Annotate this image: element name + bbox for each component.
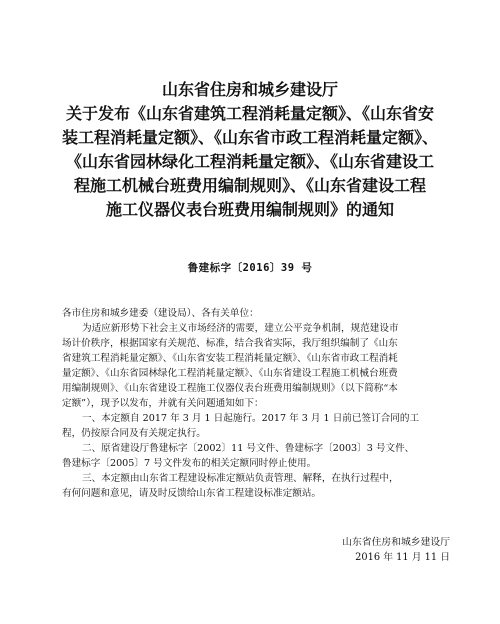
signature-date: 2016 年 11 月 11 日: [355, 552, 450, 563]
issuer-heading: 山东省住房和城乡建设厅: [161, 80, 338, 99]
signature-block: [280, 535, 450, 565]
document-body: [62, 306, 450, 501]
title-line: 程施工机械台班费用编制规则》、《山东省建设工程: [73, 176, 426, 195]
body-line: 用编制规则》、《山东省建设工程施工仪器仪表台班费用编制规则》（以下简称“本: [62, 383, 398, 394]
body-line: 鲁建标字〔2005〕7 号文件发布的相关定额同时停止使用。: [62, 458, 317, 469]
signature-issuer: 山东省住房和城乡建设厅: [342, 537, 450, 548]
title-line: 装工程消耗量定额》、《山东省市政工程消耗量定额》、: [61, 128, 438, 147]
body-line: 一、本定额自 2017 年 3 月 1 日起施行。2017 年 3 月 1 日前已签订合同的工: [82, 413, 420, 424]
body-line: 程，仍按原合同及有关规定执行。: [62, 428, 206, 439]
document-number: 鲁建标字〔2016〕39 号: [187, 262, 313, 274]
body-line: 二、原省建设厅鲁建标字〔2002〕11 号文件、鲁建标字〔2003〕3 号文件、: [82, 443, 415, 454]
body-line: 量定额》、《山东省园林绿化工程消耗量定额》、《山东省建设工程施工机械台班费: [62, 368, 398, 379]
body-line: 定额”），现予以发布，并就有关问题通知如下：: [62, 398, 264, 409]
body-line: 场计价秩序，根据国家有关规范、标准，结合我省实际，我厅组织编制了《山东: [62, 338, 398, 349]
title-line: 关于发布《山东省建筑工程消耗量定额》、《山东省安: [65, 104, 434, 123]
body-line: 省建筑工程消耗量定额》、《山东省安装工程消耗量定额》、《山东省市政工程消耗: [62, 353, 398, 364]
body-line: 三、本定额由山东省工程建设标准定额站负责管理、解释，在执行过程中，: [82, 473, 399, 484]
body-line: 各市住房和城乡建委（建设局）、各有关单位：: [62, 308, 259, 319]
title-line: 《山东省园林绿化工程消耗量定额》、《山东省建设工: [65, 152, 434, 171]
title-line: 施工仪器仪表台班费用编制规则》的通知: [105, 200, 394, 219]
body-line: 有何问题和意见，请及时反馈给山东省工程建设标准定额站。: [62, 488, 322, 499]
body-line: 为适应新形势下社会主义市场经济的需要，建立公平竞争机制，规范建设市: [82, 323, 399, 334]
document-title-block: [40, 78, 460, 222]
